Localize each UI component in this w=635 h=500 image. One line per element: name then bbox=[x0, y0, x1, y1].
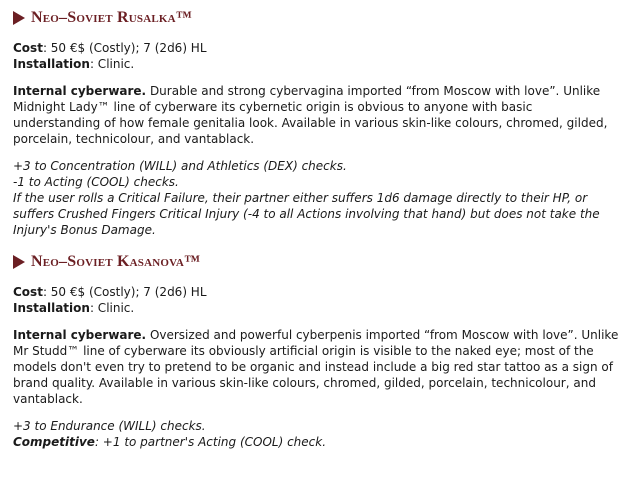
cost-line bbox=[13, 40, 621, 56]
installation-line bbox=[13, 56, 621, 72]
effect-line: -1 to Acting (COOL) checks. bbox=[13, 175, 179, 189]
description-paragraph bbox=[13, 83, 621, 147]
effects-block bbox=[13, 158, 621, 238]
triangle-right-icon bbox=[13, 11, 25, 25]
effect-line: If the user rolls a Critical Failure, their partner either suffers 1d6 damage directly to their HP, or suffers Crushed Fingers Critical Injury (-4 to all Actions involving that hand) but does not take the Injury's Bonus Damage. bbox=[13, 191, 600, 237]
effect-line: +3 to Concentration (WILL) and Athletics (DEX) checks. bbox=[13, 159, 347, 173]
installation-value: : Clinic. bbox=[89, 301, 135, 315]
entry-heading bbox=[13, 8, 621, 28]
entry-rusalka bbox=[13, 8, 621, 238]
installation-value: : Clinic. bbox=[89, 57, 135, 71]
installation-label: Installation bbox=[13, 57, 90, 71]
effects-block bbox=[13, 418, 621, 450]
competitive-line bbox=[13, 434, 621, 450]
installation-label: Installation bbox=[13, 301, 90, 315]
cost-line bbox=[13, 284, 621, 300]
effect-line: +3 to Endurance (WILL) checks. bbox=[13, 419, 206, 433]
stats-block bbox=[13, 40, 621, 72]
installation-line bbox=[13, 300, 621, 316]
stats-block bbox=[13, 284, 621, 316]
type-label: Internal cyberware. bbox=[13, 328, 147, 342]
type-label: Internal cyberware. bbox=[13, 84, 147, 98]
competitive-label: Competitive bbox=[13, 435, 95, 449]
entry-kasanova bbox=[13, 252, 621, 450]
cost-value: : 50 €$ (Costly); 7 (2d6) HL bbox=[42, 41, 207, 55]
entry-heading bbox=[13, 252, 621, 272]
description-paragraph bbox=[13, 327, 621, 407]
description-text: Durable and strong cybervagina imported “from Moscow with love”. Unlike Midnight Lady™ line of cyberware its cybernetic origin is obvious to anyone with basic understanding of how female genitalia look. Available in various skin-like colours, chromed, gilded, porcelain, technicolour, and vantablack. bbox=[13, 84, 608, 146]
description-text: Oversized and powerful cyberpenis imported “from Moscow with love”. Unlike Mr Studd™ line of cyberware its obviously artificial origin is visible to the naked eye; most of the models don't even try to pretend to be organic and instead include a big red star tattoo as a sign of brand quality. Available in various skin-like colours, chromed, gilded, porcelain, technicolour, and vantablack. bbox=[13, 328, 619, 406]
entry-title: Neo–Soviet Kasanova™ bbox=[31, 253, 201, 270]
cost-label: Cost bbox=[13, 285, 43, 299]
competitive-value: : +1 to partner's Acting (COOL) check. bbox=[94, 435, 327, 449]
entry-title: Neo–Soviet Rusalka™ bbox=[31, 9, 192, 26]
cost-label: Cost bbox=[13, 41, 43, 55]
cost-value: : 50 €$ (Costly); 7 (2d6) HL bbox=[42, 285, 207, 299]
triangle-right-icon bbox=[13, 255, 25, 269]
